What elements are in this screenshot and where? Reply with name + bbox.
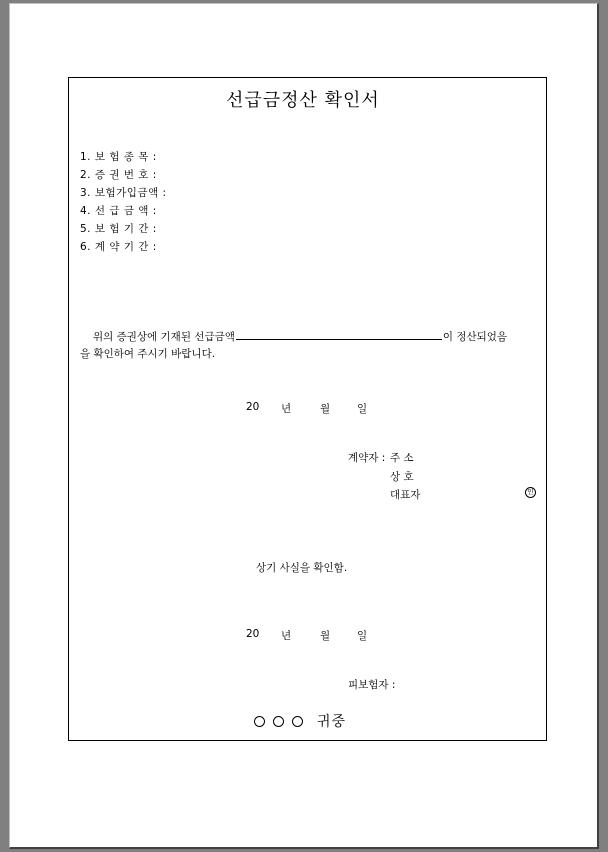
field-contract-period: 6. 계 약 기 간 : bbox=[80, 241, 157, 253]
blank-circle-icon bbox=[254, 716, 265, 727]
paragraph-line-1 bbox=[93, 328, 507, 344]
paragraph-text-start: 위의 증권상에 기재된 선급금액 bbox=[93, 331, 235, 343]
recipient-honorific: 귀중 bbox=[317, 714, 347, 730]
blank-circle-icon bbox=[292, 716, 303, 727]
field-insurance-type: 1. 보 험 종 목 : bbox=[80, 151, 157, 163]
date-day-label-2: 일 bbox=[357, 630, 368, 642]
seal-mark: 인 bbox=[525, 487, 536, 498]
field-advance-amount: 4. 선 급 금 액 : bbox=[80, 205, 157, 217]
recipient-line bbox=[254, 711, 346, 731]
contractor-company-label: 상 호 bbox=[390, 471, 414, 483]
date-month-label-2: 월 bbox=[320, 630, 331, 642]
field-policy-number: 2. 증 권 번 호 : bbox=[80, 169, 157, 181]
date-month-label-1: 월 bbox=[320, 403, 331, 415]
date-year-2: 20 bbox=[246, 628, 260, 640]
paragraph-text-end: 이 정산되었음 bbox=[442, 331, 508, 343]
amount-blank-line bbox=[236, 328, 442, 340]
date-year-1: 20 bbox=[246, 401, 260, 413]
date-year-label-1: 년 bbox=[281, 403, 292, 415]
paragraph-line-2: 을 확인하여 주시기 바랍니다. bbox=[80, 348, 216, 360]
contractor-label: 계약자 : bbox=[348, 452, 386, 464]
date-day-label-1: 일 bbox=[357, 403, 368, 415]
field-insurance-period: 5. 보 험 기 간 : bbox=[80, 223, 157, 235]
insured-label: 피보험자 : bbox=[348, 679, 396, 691]
field-insured-amount: 3. 보험가입금액 : bbox=[80, 187, 167, 199]
contractor-address-label: 주 소 bbox=[390, 452, 414, 464]
contractor-representative-label: 대표자 bbox=[390, 489, 421, 501]
confirmation-text: 상기 사실을 확인함. bbox=[256, 562, 348, 574]
document-title: 선급금정산 확인서 bbox=[226, 90, 380, 111]
date-year-label-2: 년 bbox=[281, 630, 292, 642]
blank-circle-icon bbox=[273, 716, 284, 727]
